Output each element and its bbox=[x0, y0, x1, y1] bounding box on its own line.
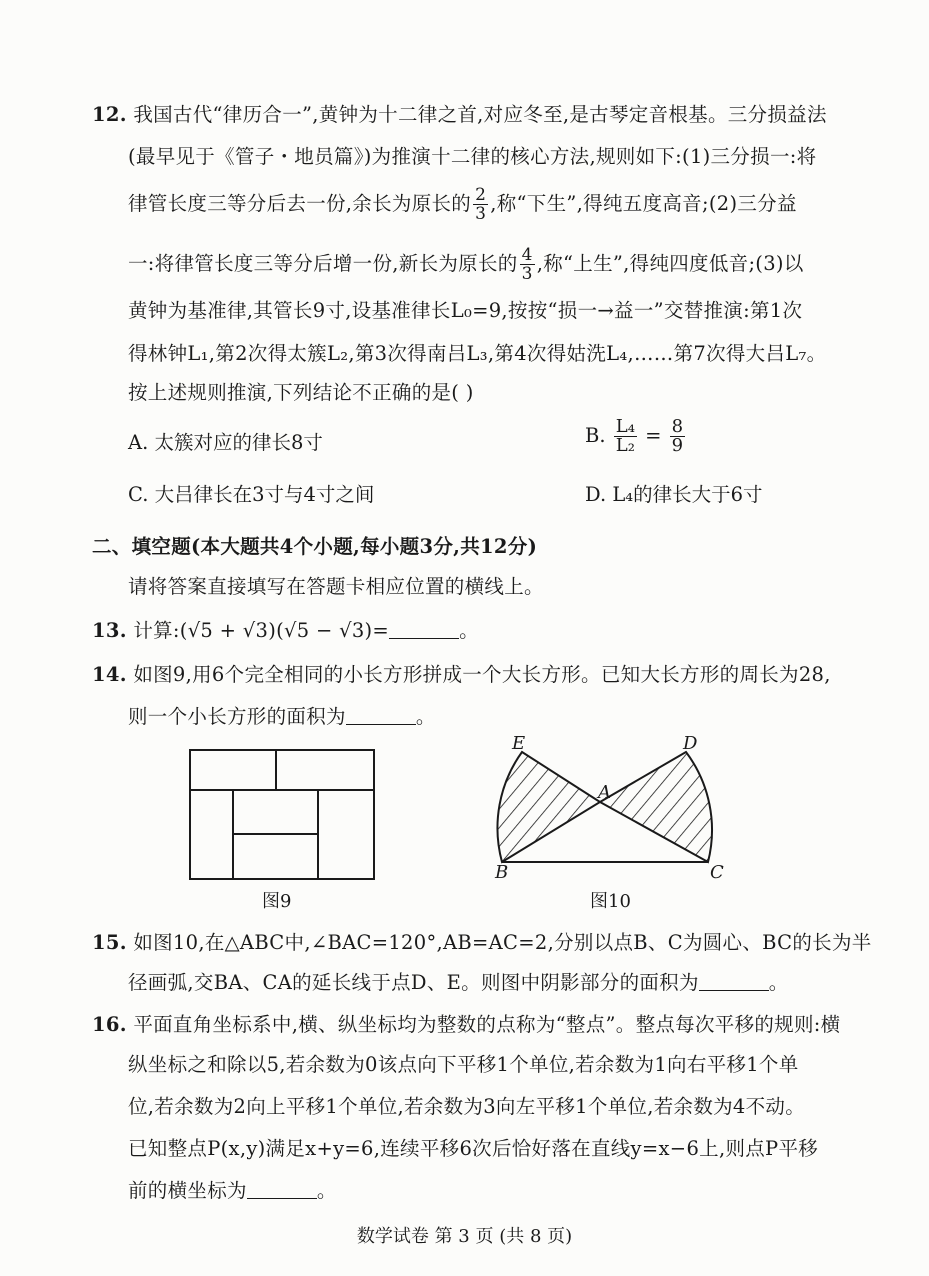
fig10-label-a: A bbox=[598, 782, 611, 803]
q14-text-2: 则一个小长方形的面积为 bbox=[128, 705, 346, 728]
q12-line-4a: 一:将律管长度三等分后增一份,新长为原长的 bbox=[128, 252, 518, 275]
fig10-label-c: C bbox=[710, 862, 724, 883]
q12-line-3b: ,称“下生”,得纯五度高音;(2)三分益 bbox=[490, 192, 797, 215]
q13-end: 。 bbox=[459, 619, 479, 642]
q16-text-5: 前的横坐标为 bbox=[128, 1179, 247, 1202]
fig9-outer-rect bbox=[190, 750, 374, 879]
q12-line-3 bbox=[128, 186, 797, 223]
q12-option-a[interactable]: A. 太簇对应的律长8寸 bbox=[128, 431, 323, 454]
option-b-equals: = bbox=[645, 424, 662, 447]
q12-line-3a: 律管长度三等分后去一份,余长为原长的 bbox=[128, 192, 472, 215]
q16-line-2: 纵坐标之和除以5,若余数为0该点向下平移1个单位,若余数为1向右平移1个单 bbox=[128, 1053, 799, 1076]
q12-option-d[interactable]: D. L₄的律长大于6寸 bbox=[585, 483, 763, 506]
q15-number: 15. bbox=[92, 931, 127, 954]
option-b-fraction: $\frac{\text{L₄}}{\text{L₂}}$ bbox=[615, 416, 635, 456]
q16-line-1 bbox=[92, 1010, 840, 1040]
q15-text-1: 如图10,在△ABC中,∠BAC=120°,AB=AC=2,分别以点B、C为圆心、BC的长为半 bbox=[133, 931, 872, 954]
q16-text-1: 平面直角坐标系中,横、纵坐标均为整数的点称为“整点”。整点每次平移的规则:横 bbox=[133, 1013, 841, 1036]
q12-line-5: 黄钟为基准律,其管长9寸,设基准律长L₀=9,按按“损一→益一”交替推演:第1次 bbox=[128, 299, 803, 322]
q12-option-c[interactable]: C. 大吕律长在3寸与4寸之间 bbox=[128, 483, 375, 506]
q15-answer-blank[interactable] bbox=[699, 972, 769, 991]
q16-answer-blank[interactable] bbox=[247, 1180, 317, 1199]
fraction-four-thirds: $\frac{4}{3}$ bbox=[521, 245, 533, 284]
q14-answer-blank[interactable] bbox=[346, 706, 416, 725]
q12-text-1: 我国古代“律历合一”,黄钟为十二律之首,对应冬至,是古琴定音根基。三分损益法 bbox=[133, 103, 827, 126]
q14-line-1 bbox=[92, 660, 831, 690]
q13-text: 计算:(√5 + √3)(√5 − √3)= bbox=[133, 619, 390, 642]
q16-line-4: 已知整点P(x,y)满足x+y=6,连续平移6次后恰好落在直线y=x−6上,则点P平移 bbox=[128, 1137, 819, 1160]
q12-line-1 bbox=[92, 100, 827, 130]
q14-line-2 bbox=[128, 702, 436, 732]
figure-9-caption: 图9 bbox=[262, 891, 292, 912]
q16-line-5 bbox=[128, 1176, 337, 1206]
q15-line-1 bbox=[92, 928, 872, 958]
q16-number: 16. bbox=[92, 1013, 127, 1036]
q12-line-7: 按上述规则推演,下列结论不正确的是( ) bbox=[128, 381, 474, 404]
fig10-label-e: E bbox=[512, 733, 526, 754]
q12-line-4b: ,称“上生”,得纯四度低音;(3)以 bbox=[536, 252, 804, 275]
q16-line-3: 位,若余数为2向上平移1个单位,若余数为3向左平移1个单位,若余数为4不动。 bbox=[128, 1095, 806, 1118]
q15-line-2 bbox=[128, 968, 789, 998]
figure-10-arcs bbox=[480, 738, 730, 878]
option-b-rhs-fraction: $\frac{8}{9}$ bbox=[671, 416, 684, 456]
q12-number: 12. bbox=[92, 103, 127, 126]
q14-end: 。 bbox=[415, 705, 436, 728]
fraction-two-thirds: $\frac{2}{3}$ bbox=[475, 185, 487, 224]
section-2-instruction: 请将答案直接填写在答题卡相应位置的横线上。 bbox=[128, 575, 544, 598]
q12-line-2: (最早见于《管子・地员篇》)为推演十二律的核心方法,规则如下:(1)三分损一:将 bbox=[128, 145, 817, 168]
figure-9-rectangles bbox=[188, 748, 378, 883]
q15-text-2: 径画弧,交BA、CA的延长线于点D、E。则图中阴影部分的面积为 bbox=[128, 971, 699, 994]
q12-line-6: 得林钟L₁,第2次得太簇L₂,第3次得南吕L₃,第4次得姑洗L₄,……第7次得大吕L₇。 bbox=[128, 342, 827, 365]
section-2-title: 二、填空题(本大题共4个小题,每小题3分,共12分) bbox=[92, 535, 538, 558]
q13-answer-blank[interactable] bbox=[389, 620, 459, 639]
fig10-shaded-left bbox=[497, 752, 600, 862]
q14-number: 14. bbox=[92, 663, 127, 686]
q13-number: 13. bbox=[92, 619, 127, 642]
figure-10-caption: 图10 bbox=[590, 891, 631, 912]
q14-text-1: 如图9,用6个完全相同的小长方形拼成一个大长方形。已知大长方形的周长为28, bbox=[133, 663, 831, 686]
page-footer: 数学试卷 第 3 页 (共 8 页) bbox=[356, 1226, 573, 1247]
q16-end: 。 bbox=[316, 1179, 337, 1202]
option-b-label: B. bbox=[585, 424, 606, 447]
q13 bbox=[92, 616, 479, 646]
fig10-label-b: B bbox=[495, 862, 509, 883]
q12-line-4 bbox=[128, 246, 804, 283]
fig10-shaded-right bbox=[600, 752, 712, 862]
fig10-label-d: D bbox=[683, 733, 698, 754]
q12-option-b[interactable] bbox=[585, 418, 687, 455]
q15-end: 。 bbox=[768, 971, 789, 994]
